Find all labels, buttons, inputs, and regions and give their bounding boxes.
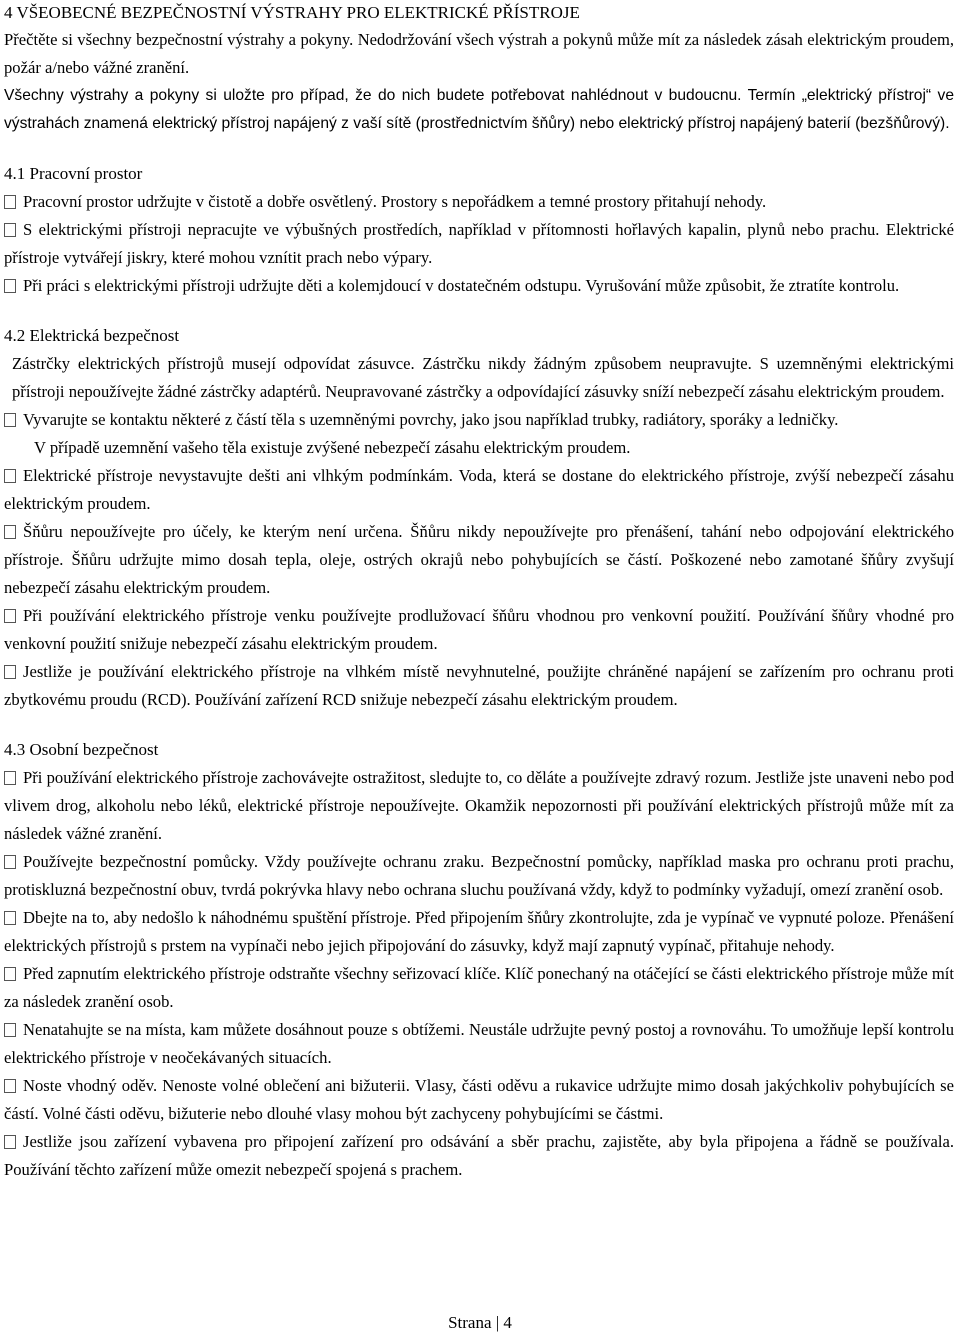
list-item [4, 764, 954, 848]
bullet-icon [4, 967, 16, 981]
section-4-2-title: 4.2 Elektrická bezpečnost [4, 326, 180, 345]
list-item [4, 518, 954, 602]
bullet-icon [4, 279, 16, 293]
list-item [4, 960, 954, 1016]
list-item [4, 602, 954, 658]
section-4-3-title: 4.3 Osobní bezpečnost [4, 740, 159, 759]
list-item [4, 406, 954, 434]
list-item [4, 216, 954, 272]
spacer [4, 714, 954, 736]
list-item-text: Šňůru nepoužívejte pro účely, ke kterým není určena. Šňůru nikdy nepoužívejte pro přenášení, tahání nebo odpojování elektrického přístroje. Šňůru udržujte mimo dosah tepla, oleje, ostrých okrajů nebo pohybujících se částí. Poškozené nebo zamotané šňůry zvyšují nebezpečí zásahu elektrickým proudem. [4, 522, 954, 597]
list-item [4, 272, 954, 300]
bullet-icon [4, 1023, 16, 1037]
list-item-text: Používejte bezpečnostní pomůcky. Vždy používejte ochranu zraku. Bezpečnostní pomůcky, například maska pro ochranu proti prachu, protiskluzná bezpečnostní obuv, tvrdá pokrývka hlavy nebo ochrana sluchu používaná vždy, když to podmínky vyžadují, omezí zranění osob. [4, 852, 954, 899]
list-item-text: Před zapnutím elektrického přístroje odstraňte všechny seřizovací klíče. Klíč ponechaný na otáčející se části elektrického přístroje může mít za následek zranění osob. [4, 964, 954, 1011]
bullet-icon [4, 855, 16, 869]
list-item-text: Při používání elektrického přístroje zachovávejte ostražitost, sledujte to, co děláte a používejte zdravý rozum. Jestliže jste unaveni nebo pod vlivem drog, alkoholu nebo léků, elektrické přístroje nepoužívejte. Okamžik nepozornosti při používání elektrických přístrojů může mít za následek vážné zranění. [4, 768, 954, 843]
spacer [4, 300, 954, 322]
page-heading: 4 VŠEOBECNÉ BEZPEČNOSTNÍ VÝSTRAHY PRO ELEKTRICKÉ PŘÍSTROJE [4, 3, 580, 22]
page-footer: Strana | 4 [448, 1313, 512, 1332]
intro-paragraph-2 [4, 82, 954, 138]
list-item-text: Při práci s elektrickými přístroji udržujte děti a kolemjdoucí v dostatečném odstupu. Vyrušování může způsobit, že ztratíte kontrolu. [23, 276, 900, 295]
intro-paragraph-1: Přečtěte si všechny bezpečnostní výstrahy a pokyny. Nedodržování všech výstrah a pokynů může mít za následek zásah elektrickým proudem, požár a/nebo vážné zranění. [4, 30, 954, 77]
bullet-icon [4, 195, 16, 209]
bullet-icon [4, 911, 16, 925]
bullet-icon [4, 469, 16, 483]
bullet-icon [4, 525, 16, 539]
list-item [4, 1128, 954, 1184]
list-item-text: Elektrické přístroje nevystavujte dešti ani vlhkým podmínkám. Voda, která se dostane do elektrického přístroje, zvýší nebezpečí zásahu elektrickým proudem. [4, 466, 954, 513]
list-item [4, 1072, 954, 1128]
list-item-text: Noste vhodný oděv. Nenoste volné oblečení ani bižuterii. Vlasy, části oděvu a rukavice udržujte mimo dosah jakýchkoliv pohybujících se částí. Volné části oděvu, bižuterie nebo dlouhé vlasy mohou být zachyceny pohybujícími se částmi. [4, 1076, 954, 1123]
list-item [4, 188, 954, 216]
list-item-text: Jestliže jsou zařízení vybavena pro připojení zařízení pro odsávání a sběr prachu, zajistěte, aby byla připojena a řádně se používala. Používání těchto zařízení může omezit nebezpečí spojená s prachem. [4, 1132, 954, 1179]
list-item-text: Nenatahujte se na místa, kam můžete dosáhnout pouze s obtížemi. Neustále udržujte pevný postoj a rovnováhu. To umožňuje lepší kontrolu elektrického přístroje v neočekávaných situacích. [4, 1020, 954, 1067]
list-item-text: Dbejte na to, aby nedošlo k náhodnému spuštění přístroje. Před připojením šňůry zkontrolujte, zda je vypínač ve vypnuté poloze. Přenášení elektrických přístrojů s prstem na vypínači nebo jejich připojování do zásuvky, když mají zapnutý vypínač, přitahuje nehody. [4, 908, 954, 955]
bullet-icon [4, 413, 16, 427]
bullet-icon [4, 223, 16, 237]
document-page [4, 0, 954, 1184]
list-item [4, 1016, 954, 1072]
bullet-icon [4, 609, 16, 623]
list-item-text: S elektrickými přístroji nepracujte ve výbušných prostředích, například v přítomnosti hořlavých kapalin, plynů nebo prachu. Elektrické přístroje vytvářejí jiskry, které mohou vznítit prach nebo výpary. [4, 220, 954, 267]
list-item-text: Pracovní prostor udržujte v čistotě a dobře osvětlený. Prostory s nepořádkem a temné prostory přitahují nehody. [23, 192, 767, 211]
list-item-text: Při používání elektrického přístroje venku používejte prodlužovací šňůru vhodnou pro venkovní použití. Používání šňůry vhodné pro venkovní použití snižuje nebezpečí zásahu elektrickým proudem. [4, 606, 954, 653]
section-4-1-title: 4.1 Pracovní prostor [4, 164, 143, 183]
section-4-2-intro: Zástrčky elektrických přístrojů musejí odpovídat zásuvce. Zástrčku nikdy žádným způsobem neupravujte. S uzemněnými elektrickými přístroji nepoužívejte žádné zástrčky adaptérů. Neupravované zástrčky a odpovídající zásuvky sníží nebezpečí zásahu elektrickým proudem. [12, 354, 954, 401]
list-item [4, 658, 954, 714]
bullet-icon [4, 1079, 16, 1093]
bullet-icon [4, 665, 16, 679]
list-item-text: Jestliže je používání elektrického přístroje na vlhkém místě nevyhnutelné, použijte chráněné napájení se zařízením pro ochranu proti zbytkovému proudu (RCD). Používání zařízení RCD snižuje nebezpečí zásahu elektrickým proudem. [4, 662, 954, 709]
list-item [4, 904, 954, 960]
list-item [4, 462, 954, 518]
list-item [4, 848, 954, 904]
list-item-text: Vyvarujte se kontaktu některé z částí těla s uzemněnými povrchy, jako jsou například trubky, radiátory, sporáky a ledničky. [23, 410, 839, 429]
list-item-continuation: V případě uzemnění vašeho těla existuje zvýšené nebezpečí zásahu elektrickým proudem. [34, 438, 631, 457]
bullet-icon [4, 1135, 16, 1149]
spacer [4, 138, 954, 160]
bullet-icon [4, 771, 16, 785]
intro-paragraph-2-text: Všechny výstrahy a pokyny si uložte pro případ, že do nich budete potřebovat nahlédnout v budoucnu. Termín „elektrický přístroj“ ve výstrahách znamená elektrický přístroj napájený z vaší sítě (prostřednictvím šňůry) nebo elektrický přístroj napájený baterií (bezšňůrový). [4, 87, 954, 132]
